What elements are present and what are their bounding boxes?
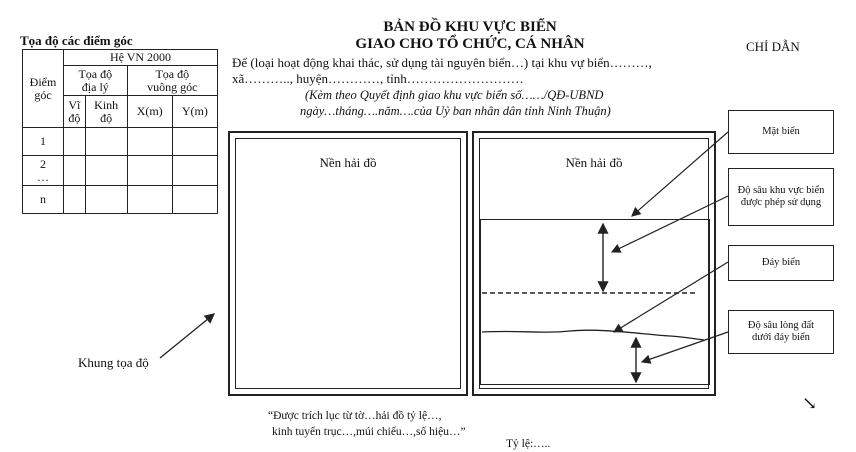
system-header: Hệ VN 2000 [64,50,218,66]
map-title-line1: BẢN ĐỒ KHU VỰC BIỂN [383,19,557,35]
left-map-inner [235,138,461,389]
table-row [23,156,218,186]
row-label: n [23,186,64,214]
decision-date-line: ngày…tháng….năm….của Uỷ ban nhân dân tỉnh Ninh Thuận) [300,104,611,118]
row-label: 2 … [23,156,64,186]
right-map-frame [472,131,716,396]
legend-depth-allowed: Độ sâu khu vực biển được phép sử dụng [728,168,834,226]
coord-table [22,49,218,214]
col-point-header: Điểm góc [23,50,64,128]
right-map-label: Nền hải đồ [565,155,623,170]
coord-frame-arrow [160,314,214,358]
col-lon-header: Kinh độ [85,96,127,128]
left-map-frame [228,131,468,396]
coord-table-heading: Tọa độ các điểm góc [20,33,133,48]
extract-note-line1: “Được trích lục từ tờ…hải đồ tỷ lệ…, [268,410,442,422]
col-x-header: X(m) [127,96,172,128]
legend-sea-surface: Mặt biển [728,110,834,154]
extract-note-line2: kinh tuyến trục…,múi chiếu…,số hiệu…” [272,426,466,438]
location-line: xã……….., huyện…………, tỉnh……………………… [232,71,524,86]
table-row [23,186,218,214]
map-title-line2: GIAO CHO TỔ CHỨC, CÁ NHÂN [355,36,585,52]
legend-title: CHỈ DẪN [746,39,800,54]
legend-seabed: Đáy biển [728,245,834,281]
col-y-header: Y(m) [172,96,217,128]
decision-line: (Kèm theo Quyết định giao khu vực biển số……/QĐ-UBND [305,88,604,102]
coord-frame-label: Khung tọa độ [78,355,149,370]
col-plane-header: Tọa độ vuông góc [127,66,217,96]
corner-arrow-icon: ↘ [802,393,818,413]
legend-subsoil-depth: Độ sâu lòng đất dưới đáy biển [728,310,834,354]
col-geo-header: Tọa độ địa lý [64,66,128,96]
col-lat-header: Vĩ độ [64,96,86,128]
left-map-label: Nền hải đồ [319,155,377,170]
sea-section-box [480,219,710,385]
table-row [23,128,218,156]
row-label: 1 [23,128,64,156]
purpose-line: Để (loại hoạt động khai thác, sử dụng tài nguyên biển…) tại khu vự biển………, [232,55,652,70]
scale-label: Tỷ lệ:….. [506,438,551,450]
